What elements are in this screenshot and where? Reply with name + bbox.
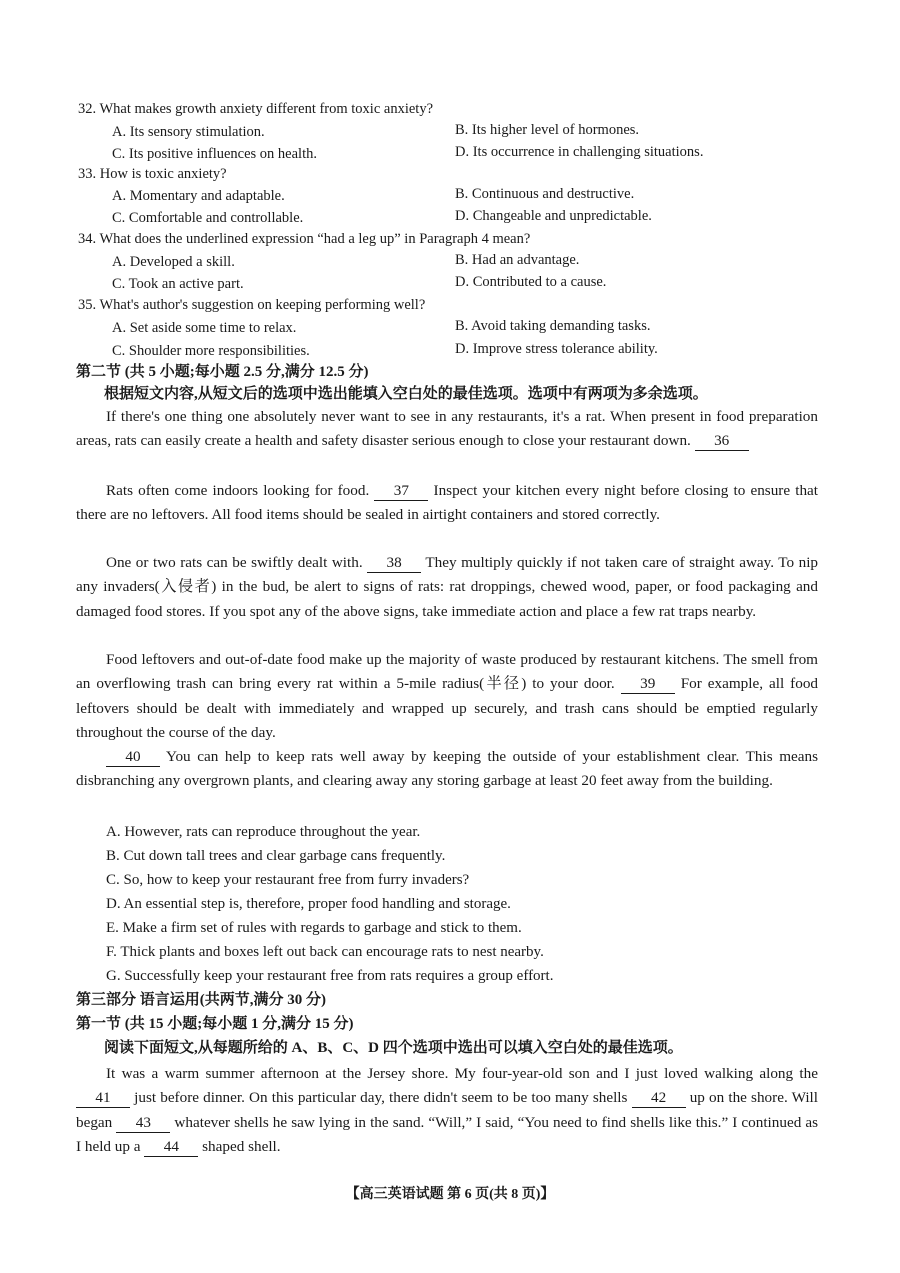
blank-43: 43 xyxy=(116,1114,170,1133)
question-35-option-c: C. Shoulder more responsibilities. xyxy=(112,343,310,359)
blank-38: 38 xyxy=(367,554,421,573)
question-33-option-c: C. Comfortable and controllable. xyxy=(112,210,304,226)
blank-44: 44 xyxy=(144,1138,198,1157)
question-32-option-a: A. Its sensory stimulation. xyxy=(112,124,265,140)
question-35-option-b: B. Avoid taking demanding tasks. xyxy=(455,318,651,334)
question-34-option-d: D. Contributed to a cause. xyxy=(455,274,607,290)
choice-d: D. An essential step is, therefore, proper food handling and storage. xyxy=(106,896,511,912)
passage-paragraph-2 xyxy=(76,479,818,528)
question-33-stem: 33. How is toxic anxiety? xyxy=(78,166,227,182)
question-33-option-a: A. Momentary and adaptable. xyxy=(112,188,285,204)
cloze-paragraph xyxy=(76,1062,818,1159)
passage-paragraph-3 xyxy=(76,551,818,624)
blank-40: 40 xyxy=(106,748,160,767)
passage-paragraph-5 xyxy=(76,745,818,794)
question-33-option-d: D. Changeable and unpredictable. xyxy=(455,208,652,224)
question-35-option-a: A. Set aside some time to relax. xyxy=(112,320,297,336)
question-33-option-b: B. Continuous and destructive. xyxy=(455,186,635,202)
passage-paragraph-4 xyxy=(76,648,818,745)
question-35-option-d: D. Improve stress tolerance ability. xyxy=(455,341,658,357)
cloze-text-4: whatever shells he saw lying in the sand. “Will,” I said, “You need to find shells like this.” I continued as I held up a xyxy=(76,1113,819,1155)
blank-42: 42 xyxy=(632,1089,686,1108)
choice-e: E. Make a firm set of rules with regards to garbage and stick to them. xyxy=(106,920,522,936)
paragraph-2-text-a: Rats often come indoors looking for food. xyxy=(106,482,370,499)
paragraph-2-text-b: Inspect your kitchen every night before closing to ensure that there are no leftovers. All food items should be sealed in airtight containers and stored correctly. xyxy=(76,482,818,524)
question-34-stem: 34. What does the underlined expression “had a leg up” in Paragraph 4 mean? xyxy=(78,231,531,247)
passage-paragraph-1 xyxy=(76,405,818,454)
question-34-option-a: A. Developed a skill. xyxy=(112,254,235,270)
cloze-text-3: up on the shore. Will began xyxy=(76,1089,818,1131)
part-3-heading: 第三部分 语言运用(共两节,满分 30 分) xyxy=(76,992,326,1008)
choice-a: A. However, rats can reproduce throughout the year. xyxy=(106,824,421,840)
paragraph-1-text: If there's one thing one absolutely never want to see in any restaurants, it's a rat. When present in food preparation areas, rats can easily create a health and safety disaster serious enough to close your restaurant down. xyxy=(76,408,818,450)
question-32-stem: 32. What makes growth anxiety different from toxic anxiety? xyxy=(78,101,434,117)
choice-g: G. Successfully keep your restaurant free from rats requires a group effort. xyxy=(106,968,554,984)
blank-36: 36 xyxy=(695,432,749,451)
cloze-text-2: just before dinner. On this particular day, there didn't seem to be too many shells xyxy=(134,1089,628,1107)
question-32-option-b: B. Its higher level of hormones. xyxy=(455,122,640,138)
blank-41: 41 xyxy=(76,1089,130,1108)
paragraph-5-text: You can help to keep rats well away by keeping the outside of your establishment clear. This means disbranching any overgrown plants, and clearing away any storing garbage at least 20 feet away from the building. xyxy=(76,748,818,790)
paragraph-4-text-a: Food leftovers and out-of-date food make up the majority of waste produced by restaurant kitchens. The smell from an overflowing trash can bring every rat within a 5-mile radius(半径) to your door. xyxy=(76,651,818,693)
question-34-option-c: C. Took an active part. xyxy=(112,276,244,292)
blank-37: 37 xyxy=(374,482,428,501)
part-3-instruction: 阅读下面短文,从每题所给的 A、B、C、D 四个选项中选出可以填入空白处的最佳选项。 xyxy=(104,1040,683,1056)
question-34-option-b: B. Had an advantage. xyxy=(455,252,580,268)
question-35-stem: 35. What's author's suggestion on keeping performing well? xyxy=(78,297,426,313)
section-2-heading: 第二节 (共 5 小题;每小题 2.5 分,满分 12.5 分) xyxy=(76,364,369,380)
cloze-text-5: shaped shell. xyxy=(202,1137,281,1155)
page-footer: 【高三英语试题 第 6 页(共 8 页)】 xyxy=(345,1187,555,1202)
paragraph-3-text-a: One or two rats can be swiftly dealt with. xyxy=(106,554,363,571)
question-32-option-c: C. Its positive influences on health. xyxy=(112,146,317,162)
paragraph-4-text-b: For example, all food leftovers should be dealt with immediately and wrapped up securely, and trash cans should be emptied regularly throughout the course of the day. xyxy=(76,675,819,741)
choice-c: C. So, how to keep your restaurant free from furry invaders? xyxy=(106,872,470,888)
question-32-option-d: D. Its occurrence in challenging situations. xyxy=(455,144,704,160)
section-2-instruction: 根据短文内容,从短文后的选项中选出能填入空白处的最佳选项。选项中有两项为多余选项。 xyxy=(104,386,708,402)
choice-b: B. Cut down tall trees and clear garbage cans frequently. xyxy=(106,848,446,864)
choice-f: F. Thick plants and boxes left out back can encourage rats to nest nearby. xyxy=(106,944,544,960)
cloze-text-1: It was a warm summer afternoon at the Jersey shore. My four-year-old son and I just loved walking along the xyxy=(106,1065,818,1082)
part-3-section-1-heading: 第一节 (共 15 小题;每小题 1 分,满分 15 分) xyxy=(76,1016,354,1032)
blank-39: 39 xyxy=(621,675,675,694)
paragraph-3-text-b: They multiply quickly if not taken care of straight away. To nip any invaders(入侵者) in the bud, be alert to signs of rats: rat droppings, chewed wood, paper, or food packaging and damaged food stores. If you spot any of the above signs, take immediate action and place a few rat traps nearby. xyxy=(76,554,819,620)
